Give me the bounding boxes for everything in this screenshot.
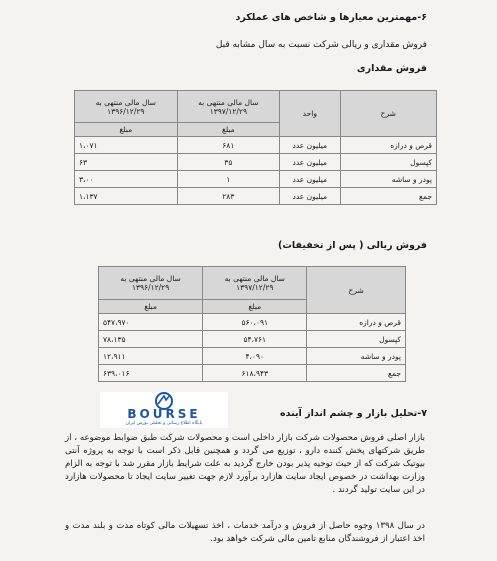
cell-1397: ۴،۰۹۰ [203,348,307,365]
cell-1396: ۱،۱۳۷ [75,188,178,205]
cell-1396: ۳،۰۰ [75,171,178,188]
bourse-logo-subtitle: پایگاه اطلاع رسانی و تحلیلی بورس ایران [125,421,203,426]
section-6-title: ۶-مهمترین معیارها و شاخص های عملکرد [235,12,427,23]
rial-sales-table [98,266,406,382]
cell-desc: پودر و ساشه [340,171,436,188]
cell-unit: میلیون عدد [280,137,340,154]
cell-unit: میلیون عدد [280,171,340,188]
cell-1397: ۵۶۰،۰۹۱ [203,314,307,331]
table-row [99,314,406,331]
cell-desc: پودر و ساشه [307,348,406,365]
cell-1397: ۶۸۱ [177,137,280,154]
cell-1396: ۱۲،۹۱۱ [99,348,203,365]
col-1397-header: سال مالی منتهی به ۱۳۹۷/۱۲/۲۹ [203,267,307,300]
cell-unit: میلیون عدد [280,154,340,171]
rial-sales-heading: فروش ریالی ( پس از تخفیفات) [278,240,427,251]
cell-desc: کپسول [307,331,406,348]
cell-1396: ۶۳ [75,154,178,171]
col-1396-amount: مبلغ [99,300,203,314]
quantity-sales-heading: فروش مقداری [356,63,427,74]
cell-1396: ۷۸،۱۳۵ [99,331,203,348]
cell-1397: ۶۱۸،۹۴۳ [203,365,307,382]
cell-desc: قرص و درازه [340,137,436,154]
cell-desc: جمع [307,365,406,382]
cell-1396: ۵۴۷،۹۷۰ [99,314,203,331]
col-1396-amount: مبلغ [75,123,178,137]
cell-1396: ۱،۰۷۱ [75,137,178,154]
table-row [75,171,437,188]
section-7-title: ۷-تحلیل بازار و چشم انداز آینده [280,408,427,419]
cell-1397: ۲۸۳ [177,188,280,205]
col-desc-header: شرح [340,91,436,137]
bourse-logo [100,392,228,428]
cell-1397: ۳۵ [177,154,280,171]
cell-desc: جمع [340,188,436,205]
market-analysis-paragraph: بازار اصلی فروش محصولات شرکت بازار داخلی است و محصولات شرکت طبق ضوابط موضوعه ، از طریق شرکتهای پخش کننده دارو ، توزیع می گردد و همچنین قابل ذکر است با توجه به پروژه آنتی بیوتیک شرکت که از حیث توجیه پذیر بودن خارج گردید به علت شرایط بازار مقرر شد با توجه به الزام وزارت بهداشت در خصوص ایجاد سایت هازارد برآورد لازم جهت تغییر سایت ایجاد تا محصولات هازارد در این سایت تولید گردند . [65,433,425,495]
cell-unit: میلیون عدد [280,188,340,205]
table-row [75,154,437,171]
financing-paragraph: در سال ۱۳۹۸ وجوه حاصل از فروش و درآمد خدمات ، اخذ تسهیلات مالی کوتاه مدت و بلند مدت و اخذ اعتبار از فروشندگان منابع تامین مالی شرکت خواهد بود. [65,521,425,544]
col-1396-header: سال مالی منتهی به ۱۳۹۶/۱۲/۲۹ [99,267,203,300]
cell-1396: ۶۳۹،۰۱۶ [99,365,203,382]
table-row [99,348,406,365]
cell-1397: ۱ [177,171,280,188]
cell-desc: قرص و درازه [307,314,406,331]
col-unit-header: واحد [280,91,340,137]
col-1397-header: سال مالی منتهی به ۱۳۹۷/۱۲/۲۹ [177,91,280,123]
table-row [99,331,406,348]
col-1397-amount: مبلغ [203,300,307,314]
table-row-total [75,188,437,205]
cell-desc: کپسول [340,154,436,171]
intro-text: فروش مقداری و ریالی شرکت نسبت به سال مشابه قبل [215,40,427,50]
col-1397-amount: مبلغ [177,123,280,137]
table-row-total [99,365,406,382]
quantity-sales-table [74,90,437,205]
bourse-logo-text: BOURSE [127,407,201,421]
col-desc-header: شرح [307,267,406,314]
col-1396-header: سال مالی منتهی به ۱۳۹۶/۱۲/۲۹ [75,91,178,123]
cell-1397: ۵۴،۷۶۱ [203,331,307,348]
table-row [75,137,437,154]
